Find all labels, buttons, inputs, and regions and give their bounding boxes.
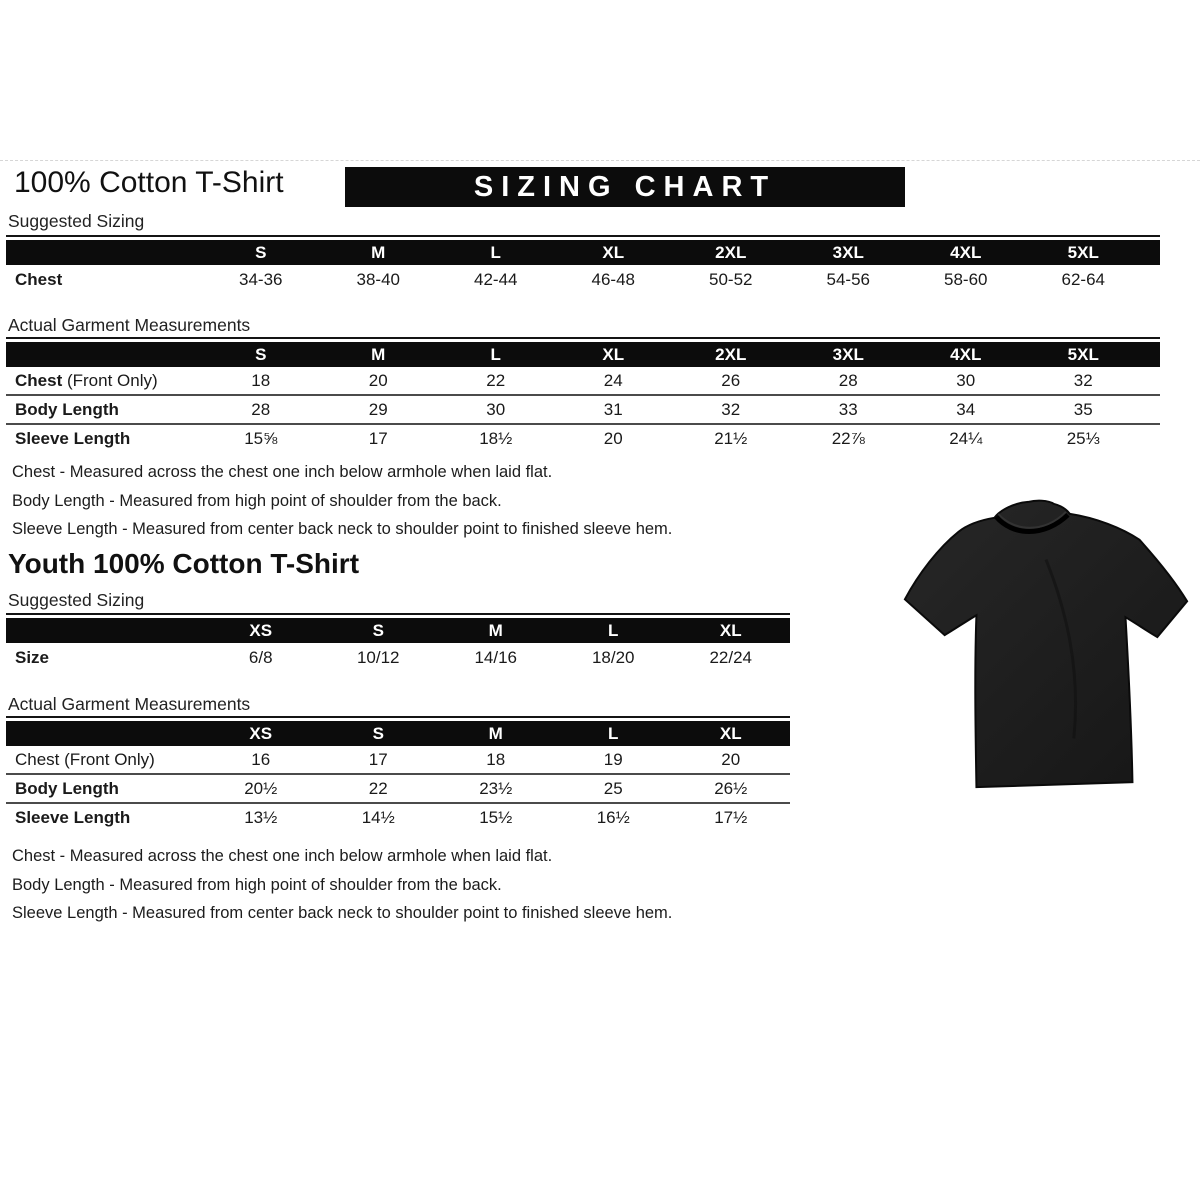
size-column-header: M bbox=[371, 242, 386, 262]
cell: 30 bbox=[486, 399, 506, 419]
cell: 22⅞ bbox=[831, 428, 865, 448]
table-row-sleeve-length bbox=[6, 425, 1160, 452]
size-column-header: 2XL bbox=[715, 242, 747, 262]
cell: 34 bbox=[956, 399, 976, 419]
cell: 10/12 bbox=[356, 647, 400, 667]
row-label: Body Length bbox=[15, 778, 119, 798]
cell: 28 bbox=[838, 370, 858, 390]
cell: 24 bbox=[603, 370, 623, 390]
size-column-header: S bbox=[372, 723, 384, 743]
row-label: Chest (Front Only) bbox=[15, 370, 158, 390]
cell: 32 bbox=[1073, 370, 1093, 390]
table-row-size bbox=[6, 643, 790, 672]
cell: 14½ bbox=[361, 807, 395, 827]
cell: 20 bbox=[368, 370, 388, 390]
size-column-header: S bbox=[255, 242, 267, 262]
adult-measurement-notes bbox=[12, 458, 672, 544]
cell: 31 bbox=[603, 399, 623, 419]
cell: 62-64 bbox=[1061, 269, 1105, 289]
cell: 14/16 bbox=[474, 647, 518, 667]
suggested-sizing-label: Suggested Sizing bbox=[8, 211, 145, 231]
table-header-row bbox=[6, 721, 790, 746]
size-column-header: XL bbox=[602, 242, 625, 262]
size-column-header: 3XL bbox=[832, 344, 864, 364]
row-label: Body Length bbox=[15, 399, 119, 419]
cell: 15½ bbox=[479, 807, 513, 827]
table-row-chest bbox=[6, 265, 1160, 294]
size-column-header: 3XL bbox=[832, 242, 864, 262]
cell: 17 bbox=[368, 749, 388, 769]
cell: 24¼ bbox=[949, 428, 983, 448]
size-column-header: XL bbox=[719, 620, 742, 640]
row-label: Sleeve Length bbox=[15, 428, 131, 448]
table-row-sleeve-length bbox=[6, 804, 790, 831]
cell: 22/24 bbox=[709, 647, 753, 667]
size-column-header: 5XL bbox=[1067, 344, 1099, 364]
cell: 33 bbox=[838, 399, 858, 419]
table-header-row bbox=[6, 342, 1160, 367]
youth-measurement-notes bbox=[12, 842, 672, 928]
row-label-note: (Front Only) bbox=[62, 370, 158, 390]
cell: 20 bbox=[603, 428, 623, 448]
table-row-body-length bbox=[6, 396, 1160, 423]
cell: 22 bbox=[486, 370, 506, 390]
size-column-header: S bbox=[372, 620, 384, 640]
adult-suggested-sizing-table bbox=[6, 235, 1160, 294]
tshirt-graphic bbox=[893, 490, 1199, 808]
row-label-note: (Front Only) bbox=[59, 749, 155, 769]
cell: 26 bbox=[721, 370, 741, 390]
note-sleeve-length: Sleeve Length - Measured from center back neck to shoulder point to finished sleeve hem. bbox=[12, 904, 673, 922]
youth-suggested-sizing-label: Suggested Sizing bbox=[8, 590, 145, 610]
size-column-header: M bbox=[488, 620, 503, 640]
note-chest: Chest - Measured across the chest one inch below armhole when laid flat. bbox=[12, 463, 553, 481]
cell: 6/8 bbox=[248, 647, 273, 667]
cell: 29 bbox=[368, 399, 388, 419]
size-column-header: XL bbox=[719, 723, 742, 743]
size-column-header: L bbox=[608, 723, 619, 743]
tshirt-body bbox=[905, 501, 1187, 788]
cell: 30 bbox=[956, 370, 976, 390]
row-label: Chest bbox=[15, 269, 63, 289]
note-chest: Chest - Measured across the chest one inch below armhole when laid flat. bbox=[12, 847, 553, 865]
size-column-header: L bbox=[490, 242, 501, 262]
cell: 19 bbox=[603, 749, 623, 769]
note-sleeve-length: Sleeve Length - Measured from center back neck to shoulder point to finished sleeve hem. bbox=[12, 520, 673, 538]
cell: 13½ bbox=[244, 807, 278, 827]
size-column-header: M bbox=[488, 723, 503, 743]
youth-suggested-sizing-table bbox=[6, 613, 790, 672]
cell: 28 bbox=[251, 399, 271, 419]
size-column-header: L bbox=[490, 344, 501, 364]
size-column-header: M bbox=[371, 344, 386, 364]
cell: 16 bbox=[251, 749, 271, 769]
cell: 58-60 bbox=[944, 269, 988, 289]
cell: 42-44 bbox=[474, 269, 518, 289]
cell: 32 bbox=[721, 399, 741, 419]
cell: 21½ bbox=[714, 428, 748, 448]
cell: 38-40 bbox=[356, 269, 400, 289]
cell: 18/20 bbox=[591, 647, 635, 667]
cell: 46-48 bbox=[591, 269, 635, 289]
size-column-header: 5XL bbox=[1067, 242, 1099, 262]
table-header-row bbox=[6, 240, 1160, 265]
cell: 15⅝ bbox=[244, 428, 278, 448]
top-divider bbox=[0, 160, 1200, 161]
table-row-chest bbox=[6, 746, 790, 773]
cell: 25 bbox=[603, 778, 623, 798]
size-column-header: L bbox=[608, 620, 619, 640]
note-body-length: Body Length - Measured from high point of shoulder from the back. bbox=[12, 875, 502, 894]
size-column-header: XS bbox=[249, 723, 273, 743]
cell: 35 bbox=[1073, 399, 1093, 419]
cell: 34-36 bbox=[239, 269, 283, 289]
cell: 26½ bbox=[714, 778, 748, 798]
row-label: Chest (Front Only) bbox=[15, 749, 155, 769]
cell: 54-56 bbox=[826, 269, 870, 289]
cell: 20½ bbox=[244, 778, 278, 798]
table-row-body-length bbox=[6, 775, 790, 802]
sizing-chart-banner: SIZING CHART bbox=[345, 167, 905, 207]
table-header-row bbox=[6, 618, 790, 643]
page-title: 100% Cotton T-Shirt bbox=[14, 166, 284, 199]
adult-actual-measurements-table bbox=[6, 337, 1160, 452]
cell: 17 bbox=[368, 428, 388, 448]
cell: 18 bbox=[486, 749, 506, 769]
cell: 16½ bbox=[596, 807, 630, 827]
size-column-header: XS bbox=[249, 620, 273, 640]
youth-actual-measurements-label: Actual Garment Measurements bbox=[8, 694, 251, 714]
note-body-length: Body Length - Measured from high point of shoulder from the back. bbox=[12, 491, 502, 510]
actual-measurements-label: Actual Garment Measurements bbox=[8, 315, 251, 335]
size-column-header: XL bbox=[602, 344, 625, 364]
cell: 18½ bbox=[479, 428, 513, 448]
cell: 50-52 bbox=[709, 269, 753, 289]
table-row-chest bbox=[6, 367, 1160, 394]
youth-title: Youth 100% Cotton T-Shirt bbox=[8, 548, 360, 579]
cell: 20 bbox=[721, 749, 741, 769]
cell: 22 bbox=[368, 778, 388, 798]
cell: 17½ bbox=[714, 807, 748, 827]
row-label: Size bbox=[15, 647, 50, 667]
youth-actual-measurements-table bbox=[6, 716, 790, 831]
row-label: Sleeve Length bbox=[15, 807, 131, 827]
size-column-header: 2XL bbox=[715, 344, 747, 364]
size-column-header: S bbox=[255, 344, 267, 364]
tshirt-image bbox=[893, 490, 1199, 808]
size-column-header: 4XL bbox=[950, 344, 982, 364]
cell: 23½ bbox=[479, 778, 513, 798]
cell: 25⅓ bbox=[1066, 428, 1100, 448]
size-column-header: 4XL bbox=[950, 242, 982, 262]
cell: 18 bbox=[251, 370, 271, 390]
